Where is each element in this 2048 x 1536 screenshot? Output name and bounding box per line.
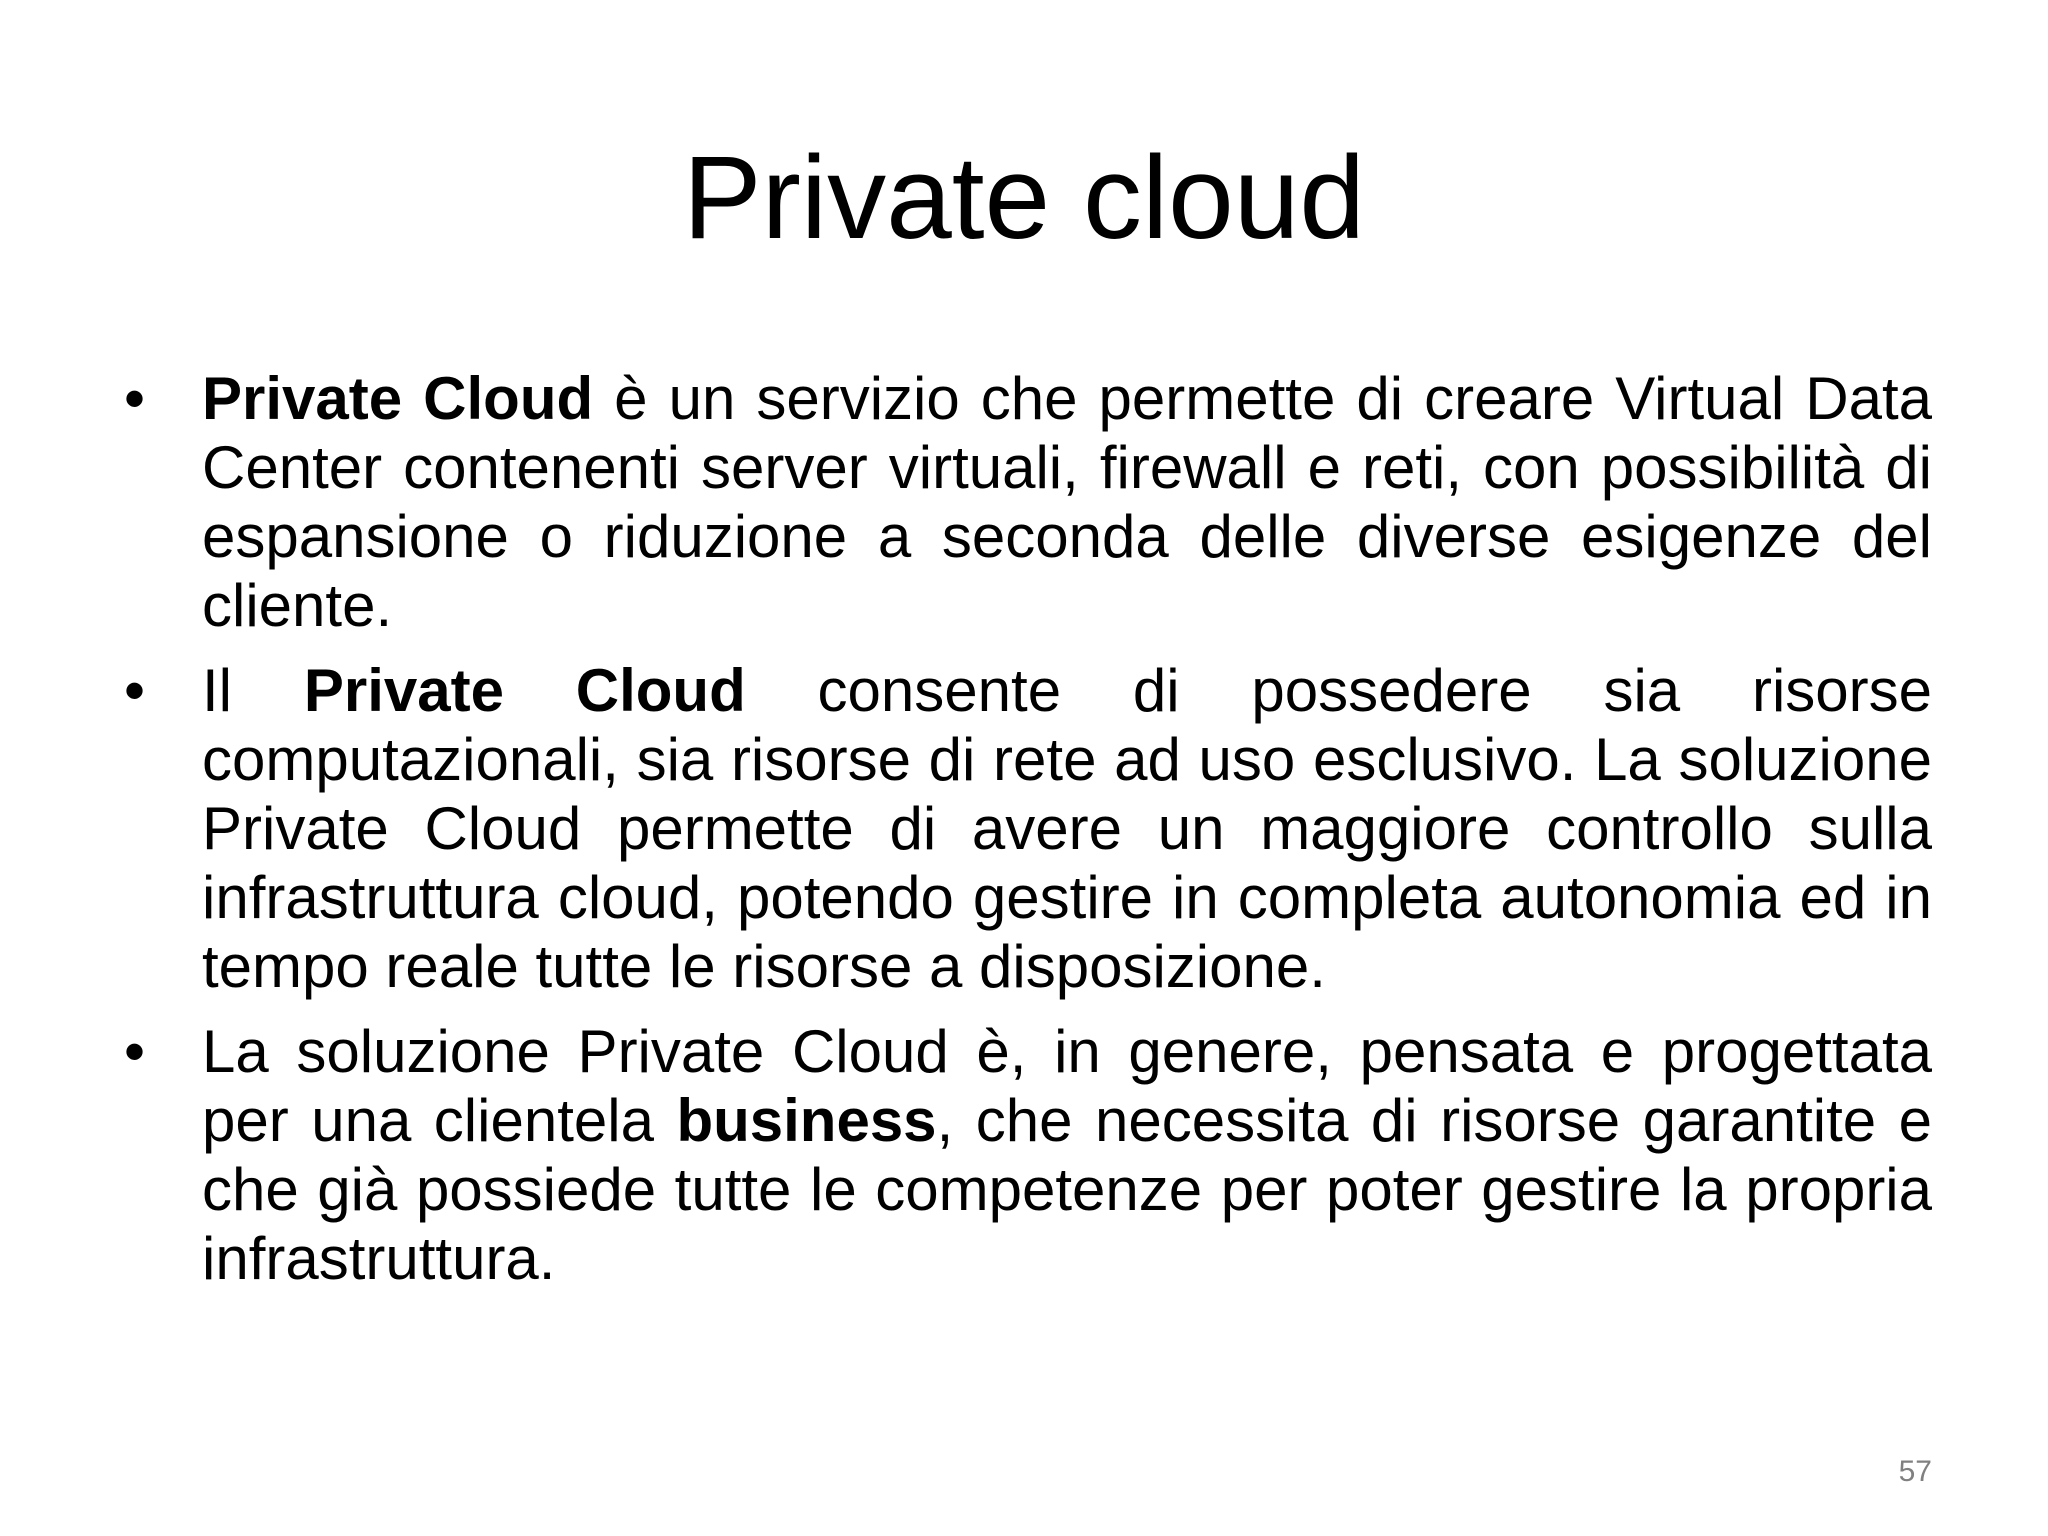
bullet-text <box>202 365 1932 639</box>
bullet-item <box>124 656 1932 1001</box>
bullet-list <box>124 364 1932 1309</box>
bullet-text <box>202 1018 1932 1292</box>
bullet-bold: Private Cloud <box>303 657 746 724</box>
bullet-rest: , che necessita di risorse garantite e che già possiede tutte le competenze per poter gestire la propria infrastruttura. <box>202 1087 1932 1292</box>
bullet-rest: è un servizio che permette di creare Virtual Data Center contenenti server virtuali, firewall e reti, con possibilità di espansione o riduzione a seconda delle diverse esigenze del cliente. <box>202 365 1932 639</box>
bullet-item <box>124 1017 1932 1293</box>
bullet-bold: business <box>676 1087 937 1154</box>
bullet-item <box>124 364 1932 640</box>
bullet-bold: Private Cloud <box>202 365 594 432</box>
bullet-rest: consente di possedere sia risorse computazionali, sia risorse di rete ad uso esclusivo. La soluzione Private Cloud permette di avere un maggiore controllo sulla infrastruttura cloud, potendo gestire in completa autonomia ed in tempo reale tutte le risorse a disposizione. <box>202 657 1932 1000</box>
bullet-icon: • <box>124 365 146 432</box>
bullet-lead: Il <box>202 657 304 724</box>
bullet-text <box>202 657 1932 1000</box>
slide-title: Private cloud <box>682 132 1366 264</box>
bullet-lead: La soluzione Private Cloud è, in genere, pensata e progettata per una clientela <box>202 1018 1932 1154</box>
bullet-icon: • <box>124 1018 146 1085</box>
bullet-icon: • <box>124 657 146 724</box>
page-number: 57 <box>1898 1455 1932 1488</box>
